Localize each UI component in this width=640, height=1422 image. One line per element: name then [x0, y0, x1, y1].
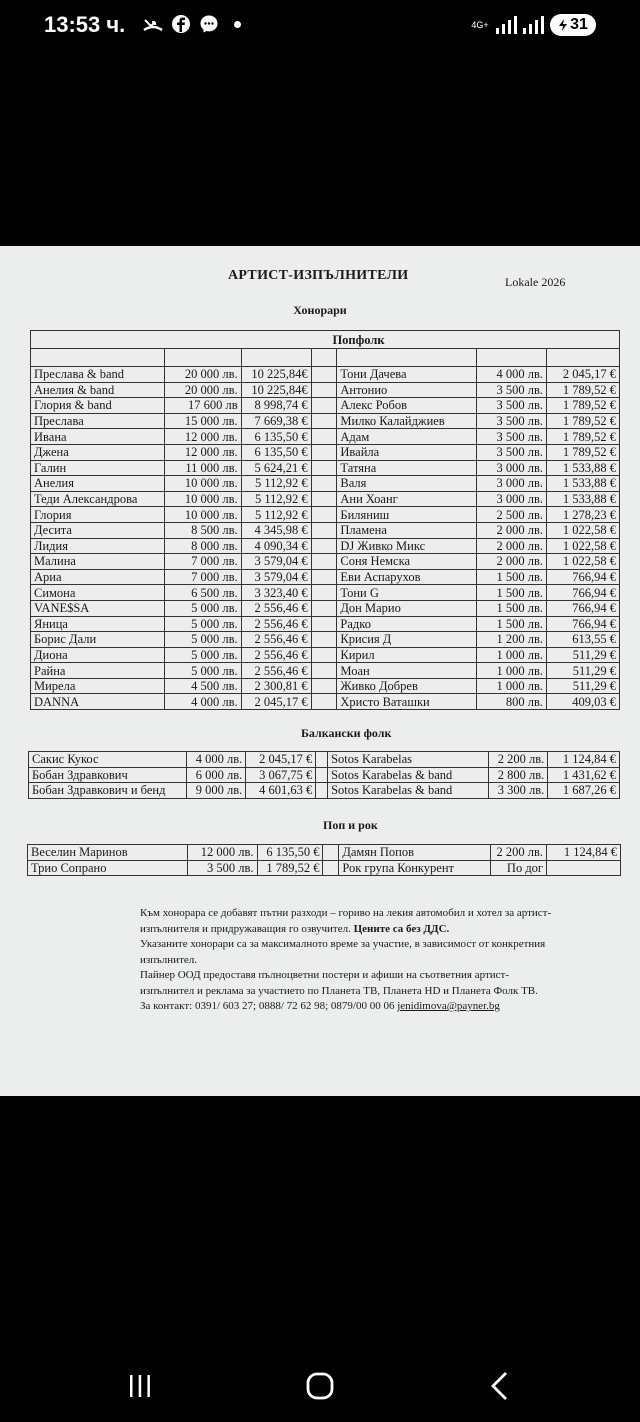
popfolk-header-row: [31, 331, 620, 349]
artist-name-cell: Мирела: [31, 678, 165, 694]
artist-name-cell: Трио Сопрано: [28, 860, 188, 876]
table-row: [31, 616, 620, 632]
popfolk-blank-row: [31, 349, 620, 367]
fee-bgn-cell: 1 500 лв.: [477, 585, 547, 601]
artist-name-cell: Преслава & band: [31, 367, 165, 383]
artist-name-cell: Ани Хоанг: [337, 491, 477, 507]
artist-name-cell: Дамян Попов: [339, 845, 491, 861]
artist-name-cell: Дон Марио: [337, 600, 477, 616]
fee-bgn-cell: 4 000 лв.: [187, 752, 246, 768]
fee-eur-cell: 766,94 €: [547, 600, 620, 616]
fee-bgn-cell: 3 500 лв.: [187, 860, 257, 876]
fee-bgn-cell: 2 000 лв.: [477, 522, 547, 538]
fee-eur-cell: 1 533,88 €: [547, 491, 620, 507]
fee-bgn-cell: 4 000 лв.: [164, 694, 241, 710]
fee-eur-cell: 3 579,04 €: [241, 569, 311, 585]
fee-eur-cell: 5 112,92 €: [241, 507, 311, 523]
fee-eur-cell: 1 022,58 €: [547, 554, 620, 570]
column-gap: [311, 663, 337, 679]
fee-bgn-cell: 5 000 лв.: [164, 600, 241, 616]
notification-icons: [143, 14, 247, 34]
battery-level: 31: [570, 16, 588, 33]
fee-bgn-cell: 8 500 лв.: [164, 522, 241, 538]
document-subtitle: Хонорари: [293, 303, 347, 317]
fee-bgn-cell: 2 200 лв.: [491, 845, 547, 861]
artist-name-cell: Моан: [337, 663, 477, 679]
fee-bgn-cell: 3 500 лв.: [477, 413, 547, 429]
signal-icon-2: [523, 16, 544, 34]
artist-name-cell: Пламена: [337, 522, 477, 538]
column-gap: [311, 538, 337, 554]
table-row: [31, 444, 620, 460]
battery-icon: [550, 14, 596, 36]
artist-name-cell: Sotos Karabelas: [328, 752, 489, 768]
fee-bgn-cell: 6 500 лв.: [164, 585, 241, 601]
messenger-icon: [199, 14, 219, 34]
fee-eur-cell: 1 789,52 €: [547, 444, 620, 460]
footer-email-link[interactable]: jenidimova@payner.bg: [397, 1000, 500, 1012]
column-gap: [323, 845, 339, 861]
column-gap: [311, 600, 337, 616]
table-row: [31, 367, 620, 383]
fee-eur-cell: 1 278,23 €: [547, 507, 620, 523]
column-gap: [311, 413, 337, 429]
fee-bgn-cell: 12 000 лв.: [164, 429, 241, 445]
missed-call-icon: [143, 14, 163, 34]
fee-eur-cell: 2 556,46 €: [241, 632, 311, 648]
table-row: [31, 413, 620, 429]
poprock-rows: [28, 845, 621, 876]
table-row: [31, 382, 620, 398]
fee-bgn-cell: 7 000 лв.: [164, 569, 241, 585]
fee-bgn-cell: 4 500 лв.: [164, 678, 241, 694]
fee-eur-cell: 511,29 €: [547, 678, 620, 694]
table-row: [31, 522, 620, 538]
artist-name-cell: Sotos Karabelas & band: [328, 783, 489, 799]
column-gap: [311, 585, 337, 601]
table-row: [28, 860, 621, 876]
balkan-section-title: Балкански фолк: [301, 726, 392, 740]
fee-bgn-cell: 2 000 лв.: [477, 554, 547, 570]
artist-name-cell: Валя: [337, 476, 477, 492]
artist-name-cell: Соня Немска: [337, 554, 477, 570]
fee-bgn-cell: 5 000 лв.: [164, 632, 241, 648]
artist-name-cell: Sotos Karabelas & band: [328, 767, 489, 783]
column-gap: [311, 647, 337, 663]
artist-name-cell: Милко Калайджиев: [337, 413, 477, 429]
fee-bgn-cell: 800 лв.: [477, 694, 547, 710]
artist-name-cell: Малина: [31, 554, 165, 570]
popfolk-table: [30, 330, 620, 710]
fee-eur-cell: 2 045,17 €: [241, 694, 311, 710]
status-time: 13:53 ч.: [44, 12, 126, 37]
column-gap: [323, 860, 339, 876]
table-row: [31, 398, 620, 414]
fee-bgn-cell: 11 000 лв.: [164, 460, 241, 476]
table-row: [29, 767, 620, 783]
table-row: [31, 663, 620, 679]
status-bar: [0, 0, 640, 56]
column-gap: [316, 783, 328, 799]
artist-name-cell: Крисия Д: [337, 632, 477, 648]
artist-name-cell: Татяна: [337, 460, 477, 476]
table-row: [31, 429, 620, 445]
fee-bgn-cell: 3 000 лв.: [477, 460, 547, 476]
artist-name-cell: Симона: [31, 585, 165, 601]
table-row: [31, 538, 620, 554]
fee-bgn-cell: 6 000 лв.: [187, 767, 246, 783]
artist-name-cell: Преслава: [31, 413, 165, 429]
column-gap: [311, 491, 337, 507]
fee-bgn-cell: 3 500 лв.: [477, 398, 547, 414]
artist-name-cell: Яница: [31, 616, 165, 632]
artist-name-cell: Бобан Здравкович и бенд: [29, 783, 187, 799]
fee-eur-cell: 6 135,50 €: [241, 444, 311, 460]
artist-name-cell: Алекс Робов: [337, 398, 477, 414]
fee-bgn-cell: 1 000 лв.: [477, 663, 547, 679]
back-icon: [488, 1371, 512, 1401]
fee-bgn-cell: 20 000 лв.: [164, 367, 241, 383]
balkan-table: [28, 751, 620, 799]
table-row: [31, 460, 620, 476]
artist-name-cell: Райна: [31, 663, 165, 679]
popfolk-section-title: Попфолк: [31, 331, 620, 349]
fee-eur-cell: 766,94 €: [547, 616, 620, 632]
artist-name-cell: DJ Живко Микс: [337, 538, 477, 554]
poprock-section-title: Поп и рок: [323, 818, 378, 832]
artist-name-cell: Десита: [31, 522, 165, 538]
artist-name-cell: Веселин Маринов: [28, 845, 188, 861]
fee-eur-cell: 3 579,04 €: [241, 554, 311, 570]
artist-name-cell: Биляниш: [337, 507, 477, 523]
artist-name-cell: Галин: [31, 460, 165, 476]
artist-name-cell: Анелия & band: [31, 382, 165, 398]
artist-name-cell: DANNA: [31, 694, 165, 710]
artist-name-cell: Борис Дали: [31, 632, 165, 648]
facebook-icon: [171, 14, 191, 34]
home-button[interactable]: [295, 1368, 345, 1404]
back-button[interactable]: [475, 1368, 525, 1404]
fee-eur-cell: 1 789,52 €: [257, 860, 323, 876]
fee-bgn-cell: 15 000 лв.: [164, 413, 241, 429]
artist-name-cell: Кирил: [337, 647, 477, 663]
column-gap: [311, 616, 337, 632]
fee-bgn-cell: 1 500 лв.: [477, 600, 547, 616]
fee-bgn-cell: 10 000 лв.: [164, 491, 241, 507]
fee-bgn-cell: 7 000 лв.: [164, 554, 241, 570]
footer-note-time: Указаните хонорари са за максималното време за участие, в зависимост от конкретния изпълнител.: [140, 938, 546, 966]
artist-name-cell: Еви Аспарухов: [337, 569, 477, 585]
fee-eur-cell: 1 789,52 €: [547, 398, 620, 414]
artist-name-cell: Ариа: [31, 569, 165, 585]
dot-icon: [227, 14, 247, 34]
fee-eur-cell: 2 300,81 €: [241, 678, 311, 694]
column-gap: [311, 694, 337, 710]
column-gap: [311, 367, 337, 383]
fee-eur-cell: 511,29 €: [547, 647, 620, 663]
fee-eur-cell: 2 556,46 €: [241, 616, 311, 632]
footer-note-travel: Към хонорара се добавят пътни разходи – гориво на лекия автомобил и хотел за артист-изпълнителя и придружаващия го озвучител.: [140, 907, 552, 935]
table-row: [31, 600, 620, 616]
recent-apps-icon: [127, 1373, 153, 1399]
artist-name-cell: Ивайла: [337, 444, 477, 460]
fee-bgn-cell: 4 000 лв.: [477, 367, 547, 383]
fee-eur-cell: 511,29 €: [547, 663, 620, 679]
artist-name-cell: Теди Александрова: [31, 491, 165, 507]
artist-name-cell: Адам: [337, 429, 477, 445]
document-page: [0, 246, 640, 1096]
table-row: [31, 678, 620, 694]
artist-name-cell: Тони Дачева: [337, 367, 477, 383]
fee-bgn-cell: 9 000 лв.: [187, 783, 246, 799]
column-gap: [311, 382, 337, 398]
fee-eur-cell: 1 124,84 €: [547, 845, 621, 861]
column-gap: [311, 429, 337, 445]
table-row: [28, 845, 621, 861]
fee-eur-cell: 6 135,50 €: [241, 429, 311, 445]
balkan-rows: [29, 752, 620, 799]
fee-eur-cell: 3 067,75 €: [246, 767, 316, 783]
artist-name-cell: Лидия: [31, 538, 165, 554]
fee-eur-cell: 1 124,84 €: [548, 752, 620, 768]
artist-name-cell: Анелия: [31, 476, 165, 492]
table-row: [31, 694, 620, 710]
fee-eur-cell: 766,94 €: [547, 585, 620, 601]
fee-eur-cell: 1 687,26 €: [548, 783, 620, 799]
fee-bgn-cell: 12 000 лв.: [164, 444, 241, 460]
fee-bgn-cell: 3 500 лв.: [477, 429, 547, 445]
fee-eur-cell: 1 533,88 €: [547, 476, 620, 492]
column-gap: [311, 569, 337, 585]
page-title: АРТИСТ-ИЗПЪЛНИТЕЛИ: [228, 268, 409, 283]
fee-bgn-cell: 5 000 лв.: [164, 616, 241, 632]
fee-eur-cell: 2 045,17 €: [246, 752, 316, 768]
column-gap: [311, 632, 337, 648]
fee-eur-cell: 5 624,21 €: [241, 460, 311, 476]
network-type: 4G+: [471, 19, 489, 30]
table-row: [29, 783, 620, 799]
fee-bgn-cell: 2 000 лв.: [477, 538, 547, 554]
column-gap: [311, 507, 337, 523]
artist-name-cell: Живко Добрев: [337, 678, 477, 694]
artist-name-cell: Диона: [31, 647, 165, 663]
fee-bgn-cell: 3 000 лв.: [477, 476, 547, 492]
fee-eur-cell: 1 022,58 €: [547, 538, 620, 554]
fee-eur-cell: 1 022,58 €: [547, 522, 620, 538]
fee-bgn-cell: 3 300 лв.: [489, 783, 548, 799]
fee-bgn-cell: 5 000 лв.: [164, 663, 241, 679]
fee-eur-cell: 1 789,52 €: [547, 413, 620, 429]
column-gap: [311, 678, 337, 694]
navigation-bar: [0, 1350, 640, 1422]
document-year-label: Lokale 2026: [505, 275, 566, 289]
footer-notes: [92, 906, 562, 1015]
fee-bgn-cell: 8 000 лв.: [164, 538, 241, 554]
fee-eur-cell: 613,55 €: [547, 632, 620, 648]
fee-eur-cell: 6 135,50 €: [257, 845, 323, 861]
fee-bgn-cell: 2 200 лв.: [489, 752, 548, 768]
poprock-table: [27, 844, 621, 876]
fee-bgn-cell: 17 600 лв: [164, 398, 241, 414]
fee-eur-cell: 5 112,92 €: [241, 476, 311, 492]
fee-bgn-cell: 1 500 лв.: [477, 616, 547, 632]
fee-bgn-cell: 10 000 лв.: [164, 507, 241, 523]
table-row: [31, 647, 620, 663]
fee-bgn-cell: 20 000 лв.: [164, 382, 241, 398]
fee-eur-cell: 10 225,84€: [241, 367, 311, 383]
table-row: [29, 752, 620, 768]
artist-name-cell: Сакис Кукос: [29, 752, 187, 768]
fee-bgn-cell: 3 500 лв.: [477, 382, 547, 398]
fee-eur-cell: 7 669,38 €: [241, 413, 311, 429]
fee-bgn-cell: 1 500 лв.: [477, 569, 547, 585]
artist-name-cell: Антонио: [337, 382, 477, 398]
fee-eur-cell: 8 998,74 €: [241, 398, 311, 414]
fee-bgn-cell: 5 000 лв.: [164, 647, 241, 663]
fee-eur-cell: 1 431,62 €: [548, 767, 620, 783]
fee-bgn-cell: 1 000 лв.: [477, 647, 547, 663]
column-gap: [311, 476, 337, 492]
artist-name-cell: Глория: [31, 507, 165, 523]
fee-bgn-cell: 2 800 лв.: [489, 767, 548, 783]
system-icons: [470, 14, 596, 36]
fee-eur-cell: 1 789,52 €: [547, 429, 620, 445]
fee-eur-cell: 409,03 €: [547, 694, 620, 710]
fee-bgn-cell: 2 500 лв.: [477, 507, 547, 523]
artist-name-cell: Джена: [31, 444, 165, 460]
fee-bgn-cell: 12 000 лв.: [187, 845, 257, 861]
column-gap: [311, 554, 337, 570]
fee-eur-cell: 3 323,40 €: [241, 585, 311, 601]
fee-eur-cell: 4 601,63 €: [246, 783, 316, 799]
column-gap: [311, 460, 337, 476]
fee-bgn-cell: По дог: [491, 860, 547, 876]
fee-bgn-cell: 3 000 лв.: [477, 491, 547, 507]
fee-eur-cell: 766,94 €: [547, 569, 620, 585]
popfolk-rows: [31, 367, 620, 710]
artist-name-cell: VANE$SA: [31, 600, 165, 616]
recent-apps-button[interactable]: [115, 1368, 165, 1404]
fee-bgn-cell: 10 000 лв.: [164, 476, 241, 492]
home-icon: [305, 1371, 335, 1401]
column-gap: [316, 767, 328, 783]
signal-icon: [496, 16, 517, 34]
footer-note-posters: Пайнер ООД предоставя пълноцветни постери и афиши на съответния артист-изпълнител и реклама за участието по Планета ТВ, Планета HD и Планета Фолк ТВ.: [140, 969, 538, 997]
fee-bgn-cell: 1 000 лв.: [477, 678, 547, 694]
column-gap: [311, 444, 337, 460]
artist-name-cell: Рок група Конкурент: [339, 860, 491, 876]
fee-eur-cell: 4 090,34 €: [241, 538, 311, 554]
table-row: [31, 569, 620, 585]
footer-contact: За контакт: 0391/ 603 27; 0888/ 72 62 98; 0879/00 00 06: [140, 1000, 395, 1012]
fee-eur-cell: 1 789,52 €: [547, 382, 620, 398]
table-row: [31, 554, 620, 570]
artist-name-cell: Радко: [337, 616, 477, 632]
artist-name-cell: Ивана: [31, 429, 165, 445]
fee-bgn-cell: 1 200 лв.: [477, 632, 547, 648]
artist-name-cell: Бобан Здравкович: [29, 767, 187, 783]
fee-eur-cell: [547, 860, 621, 876]
fee-eur-cell: 2 045,17 €: [547, 367, 620, 383]
fee-eur-cell: 4 345,98 €: [241, 522, 311, 538]
fee-eur-cell: 10 225,84€: [241, 382, 311, 398]
table-row: [31, 585, 620, 601]
fee-eur-cell: 2 556,46 €: [241, 647, 311, 663]
table-row: [31, 491, 620, 507]
table-row: [31, 632, 620, 648]
table-row: [31, 476, 620, 492]
fee-eur-cell: 2 556,46 €: [241, 663, 311, 679]
fee-bgn-cell: 3 500 лв.: [477, 444, 547, 460]
fee-eur-cell: 1 533,88 €: [547, 460, 620, 476]
artist-name-cell: Тони G: [337, 585, 477, 601]
column-gap: [316, 752, 328, 768]
fee-eur-cell: 2 556,46 €: [241, 600, 311, 616]
footer-note-vat: Цените са без ДДС.: [353, 922, 450, 935]
table-row: [31, 507, 620, 523]
artist-name-cell: Глория & band: [31, 398, 165, 414]
column-gap: [311, 522, 337, 538]
fee-eur-cell: 5 112,92 €: [241, 491, 311, 507]
column-gap: [311, 398, 337, 414]
artist-name-cell: Христо Ваташки: [337, 694, 477, 710]
